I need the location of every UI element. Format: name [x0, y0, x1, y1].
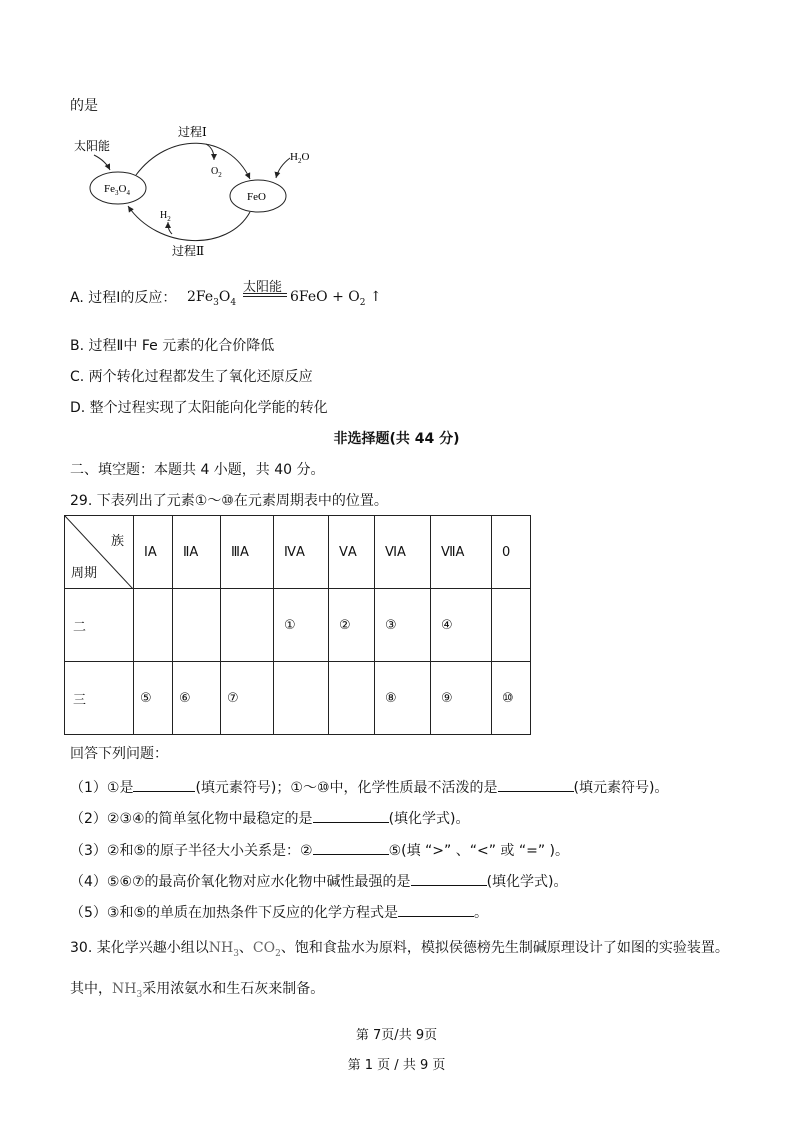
nh3-formula: NH — [112, 981, 137, 997]
table-header: ⅣA — [274, 516, 329, 589]
q29-sub2: （2）②③④的简单氢化物中最稳定的是 (填化学式)。 — [70, 808, 470, 828]
period-label: 二 — [65, 589, 134, 662]
table-header: 0 — [492, 516, 531, 589]
equation-condition: 太阳能 — [243, 280, 283, 295]
table-row — [65, 589, 531, 662]
table-header: ⅡA — [173, 516, 221, 589]
q29-stem: 29. 下表列出了元素①～⑩在元素周期表中的位置。 — [70, 493, 388, 509]
q30-line2: 其中，$NH_3$采用浓氨水和生石灰来制备。 — [70, 981, 325, 1000]
table-cell — [134, 589, 173, 662]
table-header: ⅤA — [329, 516, 375, 589]
h2-release-arrow — [168, 222, 172, 234]
q29-sub1: （1）①是 (填元素符号)；①～⑩中，化学性质最不活泼的是 (填元素符号)。 — [70, 777, 668, 797]
process2-arrow — [128, 206, 250, 241]
co2-formula: CO — [252, 940, 276, 956]
answer-blank[interactable] — [313, 808, 389, 823]
process2-label: 过程Ⅱ — [172, 244, 205, 258]
table-cell: ④ — [431, 589, 492, 662]
table-cell — [329, 662, 375, 735]
periodic-table — [64, 515, 531, 735]
table-cell — [492, 589, 531, 662]
table-row — [65, 662, 531, 735]
nh3-formula: NH — [208, 940, 234, 956]
table-cell: ⑧ — [375, 662, 431, 735]
corner-group-label: 族 — [111, 534, 125, 549]
q29-sub3: （3）②和⑤的原子半径大小关系是：② ⑤(填 “>” 、“<” 或 “=” )。 — [70, 840, 569, 860]
eq-right: 6FeO + O — [290, 289, 360, 305]
option-b: B. 过程Ⅱ中 Fe 元素的化合价降低 — [70, 338, 275, 354]
h2o-o: O — [301, 151, 310, 163]
option-d: D. 整个过程实现了太阳能向化学能的转化 — [70, 400, 328, 416]
h2-label: H — [160, 210, 168, 221]
o2-sub: 2 — [218, 171, 222, 179]
fe3o4-sub1: 3 — [115, 189, 119, 197]
svg-text:Fe3O4 — [104, 183, 130, 197]
eq-arrow: ↑ — [369, 289, 382, 305]
h2-sub: 2 — [167, 215, 171, 223]
table-cell — [221, 589, 274, 662]
table-header-row — [65, 516, 531, 589]
process1-label: 过程Ⅰ — [178, 125, 207, 139]
q30-line1: 30. 某化学兴趣小组以$NH_3$、$CO_2$、饱和食盐水为原料，模拟侯德榜先生制碱原理设计了如图的实验装置。 — [70, 940, 729, 959]
o2-release-arrow — [206, 144, 214, 160]
eq-right-sub: 2 — [359, 297, 366, 308]
svg-text:H2O — [290, 151, 309, 165]
table-cell — [274, 662, 329, 735]
q29-sub5: （5）③和⑤的单质在加热条件下反应的化学方程式是 。 — [70, 902, 488, 922]
page-footer: 第 1 页 / 共 9 页 — [347, 1058, 446, 1073]
h2o-arrow — [276, 158, 290, 178]
eq-left-sub2: 4 — [230, 297, 237, 308]
process1-arrow — [136, 143, 250, 179]
iron-oxide-cycle-diagram — [68, 122, 328, 262]
table-header: ⅦA — [431, 516, 492, 589]
page-number: 第 7页/共 9页 — [355, 1028, 438, 1043]
solar-energy-label: 太阳能 — [74, 139, 111, 153]
fe3o4-sub2: 4 — [126, 189, 130, 197]
period-label: 三 — [65, 662, 134, 735]
answer-blank[interactable] — [498, 777, 574, 792]
h2o-sub: 2 — [297, 157, 302, 165]
option-a-prefix: A. 过程Ⅰ的反应： — [70, 290, 177, 306]
table-header: ⅥA — [375, 516, 431, 589]
option-c: C. 两个转化过程都发生了氧化还原反应 — [70, 369, 313, 385]
table-cell: ⑨ — [431, 662, 492, 735]
option-a — [70, 289, 176, 307]
svg-text:H2 — [160, 210, 171, 223]
option-a-equation — [187, 276, 382, 310]
eq-left-o: O — [218, 289, 231, 305]
h2o-h: H — [290, 151, 298, 163]
table-cell: ③ — [375, 589, 431, 662]
fe3o4-fe: Fe — [104, 183, 115, 195]
table-header: ⅠA — [134, 516, 173, 589]
o2-label: O — [211, 166, 219, 177]
table-cell: ⑥ — [173, 662, 221, 735]
answer-intro: 回答下列问题： — [70, 746, 168, 762]
answer-blank[interactable] — [398, 902, 474, 917]
section-title: 非选择题(共 44 分) — [333, 431, 460, 447]
answer-blank[interactable] — [133, 777, 195, 792]
table-header: ⅢA — [221, 516, 274, 589]
eq-left: 2Fe — [187, 289, 214, 305]
feo-label: FeO — [247, 191, 266, 203]
fe3o4-o: O — [118, 183, 127, 195]
table-corner-cell — [65, 516, 134, 589]
eq-left-sub1: 3 — [213, 297, 219, 308]
question-tail-text: 的是 — [70, 98, 98, 114]
corner-period-label: 周期 — [71, 566, 98, 581]
table-cell: ⑩ — [492, 662, 531, 735]
table-cell — [173, 589, 221, 662]
q29-sub4: （4）⑤⑥⑦的最高价氧化物对应水化物中碱性最强的是 (填化学式)。 — [70, 871, 568, 891]
table-cell: ① — [274, 589, 329, 662]
solar-arrow — [94, 155, 110, 170]
table-cell: ⑤ — [134, 662, 173, 735]
table-cell: ② — [329, 589, 375, 662]
svg-text:O2 — [211, 166, 222, 179]
section-subtitle: 二、填空题：本题共 4 小题，共 40 分。 — [70, 462, 325, 478]
table-cell: ⑦ — [221, 662, 274, 735]
answer-blank[interactable] — [411, 871, 487, 886]
answer-blank[interactable] — [313, 840, 389, 855]
